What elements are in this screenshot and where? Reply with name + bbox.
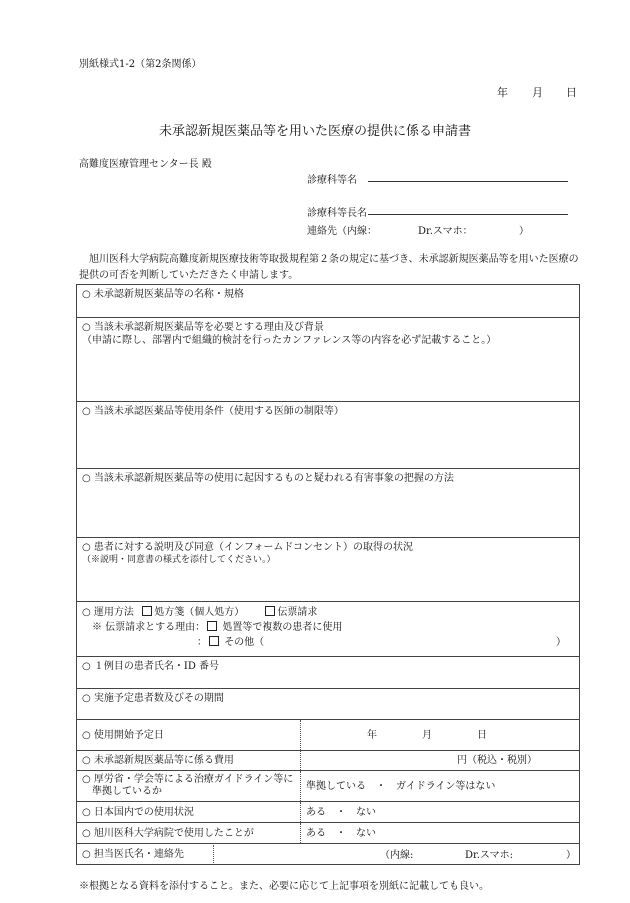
start-date-value-cell[interactable] xyxy=(301,720,580,751)
cost-label-cell xyxy=(77,751,301,771)
guideline-value: 準拠している ・ ガイドライン等はない xyxy=(306,780,496,792)
intro-line-1: 旭川医科大学病院高難度新規医療技術等取扱規程第２条の規定に基づき、未承認新規医薬品等を用いた医療の xyxy=(89,254,579,265)
addressee: 高難度医療管理センター長 殿 xyxy=(79,159,212,170)
section-reason-label: ○ 当該未承認新規医薬品等を必要とする理由及び背景 xyxy=(82,322,324,333)
prescription-checkbox[interactable] xyxy=(142,606,152,616)
page-title: 未承認新規医薬品等を用いた医療の提供に係る申請書 xyxy=(158,124,471,139)
section-consent-label: ○ 患者に対する説明及び同意（インフォームドコンセント）の取得の状況 xyxy=(82,542,414,553)
reason-other-prefix: ： xyxy=(197,637,207,648)
reason-other-close: ） xyxy=(556,637,566,648)
prescription-option-label: 処方箋（個人処方） xyxy=(154,607,245,618)
section-informed-consent[interactable] xyxy=(77,538,580,602)
section-drug-name-label: ○ 未承認新規医薬品等の名称・規格 xyxy=(82,289,244,300)
section-reason[interactable] xyxy=(77,318,580,402)
start-day: 日 xyxy=(477,730,487,741)
head-label: 診療科等長名 xyxy=(307,208,367,219)
dept-input-line[interactable] xyxy=(368,181,568,182)
application-form-table xyxy=(76,284,580,865)
planned-patients-label: ○ 実施予定患者数及びその期間 xyxy=(82,693,224,704)
reason-other-label: その他（ xyxy=(224,637,265,648)
start-year: 年 xyxy=(367,730,377,741)
operation-method-label: ○ 運用方法 xyxy=(82,607,134,618)
date-day-label: 日 xyxy=(566,86,577,99)
first-patient-label: ○ １例目の患者氏名・ID 番号 xyxy=(82,661,220,672)
reason-other-checkbox[interactable] xyxy=(209,636,219,646)
doctor-ext: （内線: xyxy=(380,850,414,861)
dept-label: 診療科等名 xyxy=(307,175,357,186)
start-month: 月 xyxy=(422,730,432,741)
smartphone-label: Dr.スマホ： xyxy=(418,226,473,237)
guideline-value-cell[interactable] xyxy=(301,771,580,802)
date-month-label: 月 xyxy=(532,86,543,99)
hospital-label-cell xyxy=(77,823,301,844)
domestic-value: ある ・ ない xyxy=(306,806,376,818)
section-planned-patients[interactable] xyxy=(77,689,580,720)
doctor-divider xyxy=(213,845,214,863)
domestic-value-cell[interactable] xyxy=(301,802,580,823)
section-reason-note: （申請に際し、部署内で組織的検討を行ったカンファレンス等の内容を必ず記載すること。） xyxy=(82,335,497,346)
domestic-label-cell xyxy=(77,802,301,823)
reason-multi-patient-label: 処置等で複数の患者に使用 xyxy=(222,622,343,633)
section-adverse-events[interactable] xyxy=(77,469,580,538)
section-consent-note: （※説明・同意書の様式を添付してください。） xyxy=(82,555,276,565)
intro-line-2: 提供の可否を判断していただきたく申請します。 xyxy=(79,270,299,281)
slip-request-option-label: 伝票請求 xyxy=(277,607,318,618)
cost-label: ○ 未承認新規医薬品等に係る費用 xyxy=(82,755,234,766)
hospital-value-cell[interactable] xyxy=(301,823,580,844)
date-year-label: 年 xyxy=(497,86,508,99)
slip-request-checkbox[interactable] xyxy=(265,606,275,616)
footer-note: ※根拠となる資料を添付すること。また、必要に応じて上記事項を別紙に記載しても良い。 xyxy=(79,881,489,892)
section-operation-method xyxy=(77,602,580,657)
form-number: 別紙様式1-2（第2条関係） xyxy=(79,59,202,70)
intro-text xyxy=(79,252,579,284)
start-date-label-cell xyxy=(77,720,301,751)
slip-reason-label: ※ 伝票請求とする理由： xyxy=(92,622,206,633)
section-conditions-label: ○ 当該未承認医薬品等使用条件（使用する医師の制限等） xyxy=(82,406,344,417)
doctor-row[interactable] xyxy=(77,844,580,865)
cost-value: 円（税込・税別） xyxy=(457,755,537,766)
doctor-close: ） xyxy=(566,850,576,861)
section-adverse-events-label: ○ 当該未承認新規医薬品等の使用に起因するものと疑われる有害事象の把握の方法 xyxy=(82,473,454,484)
doctor-label: ○ 担当医氏名・連絡先 xyxy=(82,848,184,860)
start-date-label: ○ 使用開始予定日 xyxy=(82,729,164,741)
hospital-label: ○ 旭川医科大学病院で使用したことが xyxy=(82,827,254,839)
doctor-phone: Dr.スマホ: xyxy=(465,850,514,861)
hospital-value: ある ・ ない xyxy=(306,827,376,839)
section-drug-name[interactable] xyxy=(77,285,580,318)
guideline-label-2: 準拠しているか xyxy=(92,786,162,797)
reason-multi-patient-checkbox[interactable] xyxy=(207,621,217,631)
section-conditions[interactable] xyxy=(77,402,580,469)
section-first-patient[interactable] xyxy=(77,657,580,689)
domestic-label: ○ 日本国内での使用状況 xyxy=(82,806,194,818)
cost-value-cell[interactable] xyxy=(301,751,580,771)
guideline-label-1: ○ 厚労省・学会等による治療ガイドライン等に xyxy=(82,774,294,785)
guideline-label-cell xyxy=(77,771,301,802)
head-input-line[interactable] xyxy=(368,214,568,215)
contact-label: 連絡先（内線： xyxy=(307,226,377,237)
contact-close: ） xyxy=(519,226,529,237)
